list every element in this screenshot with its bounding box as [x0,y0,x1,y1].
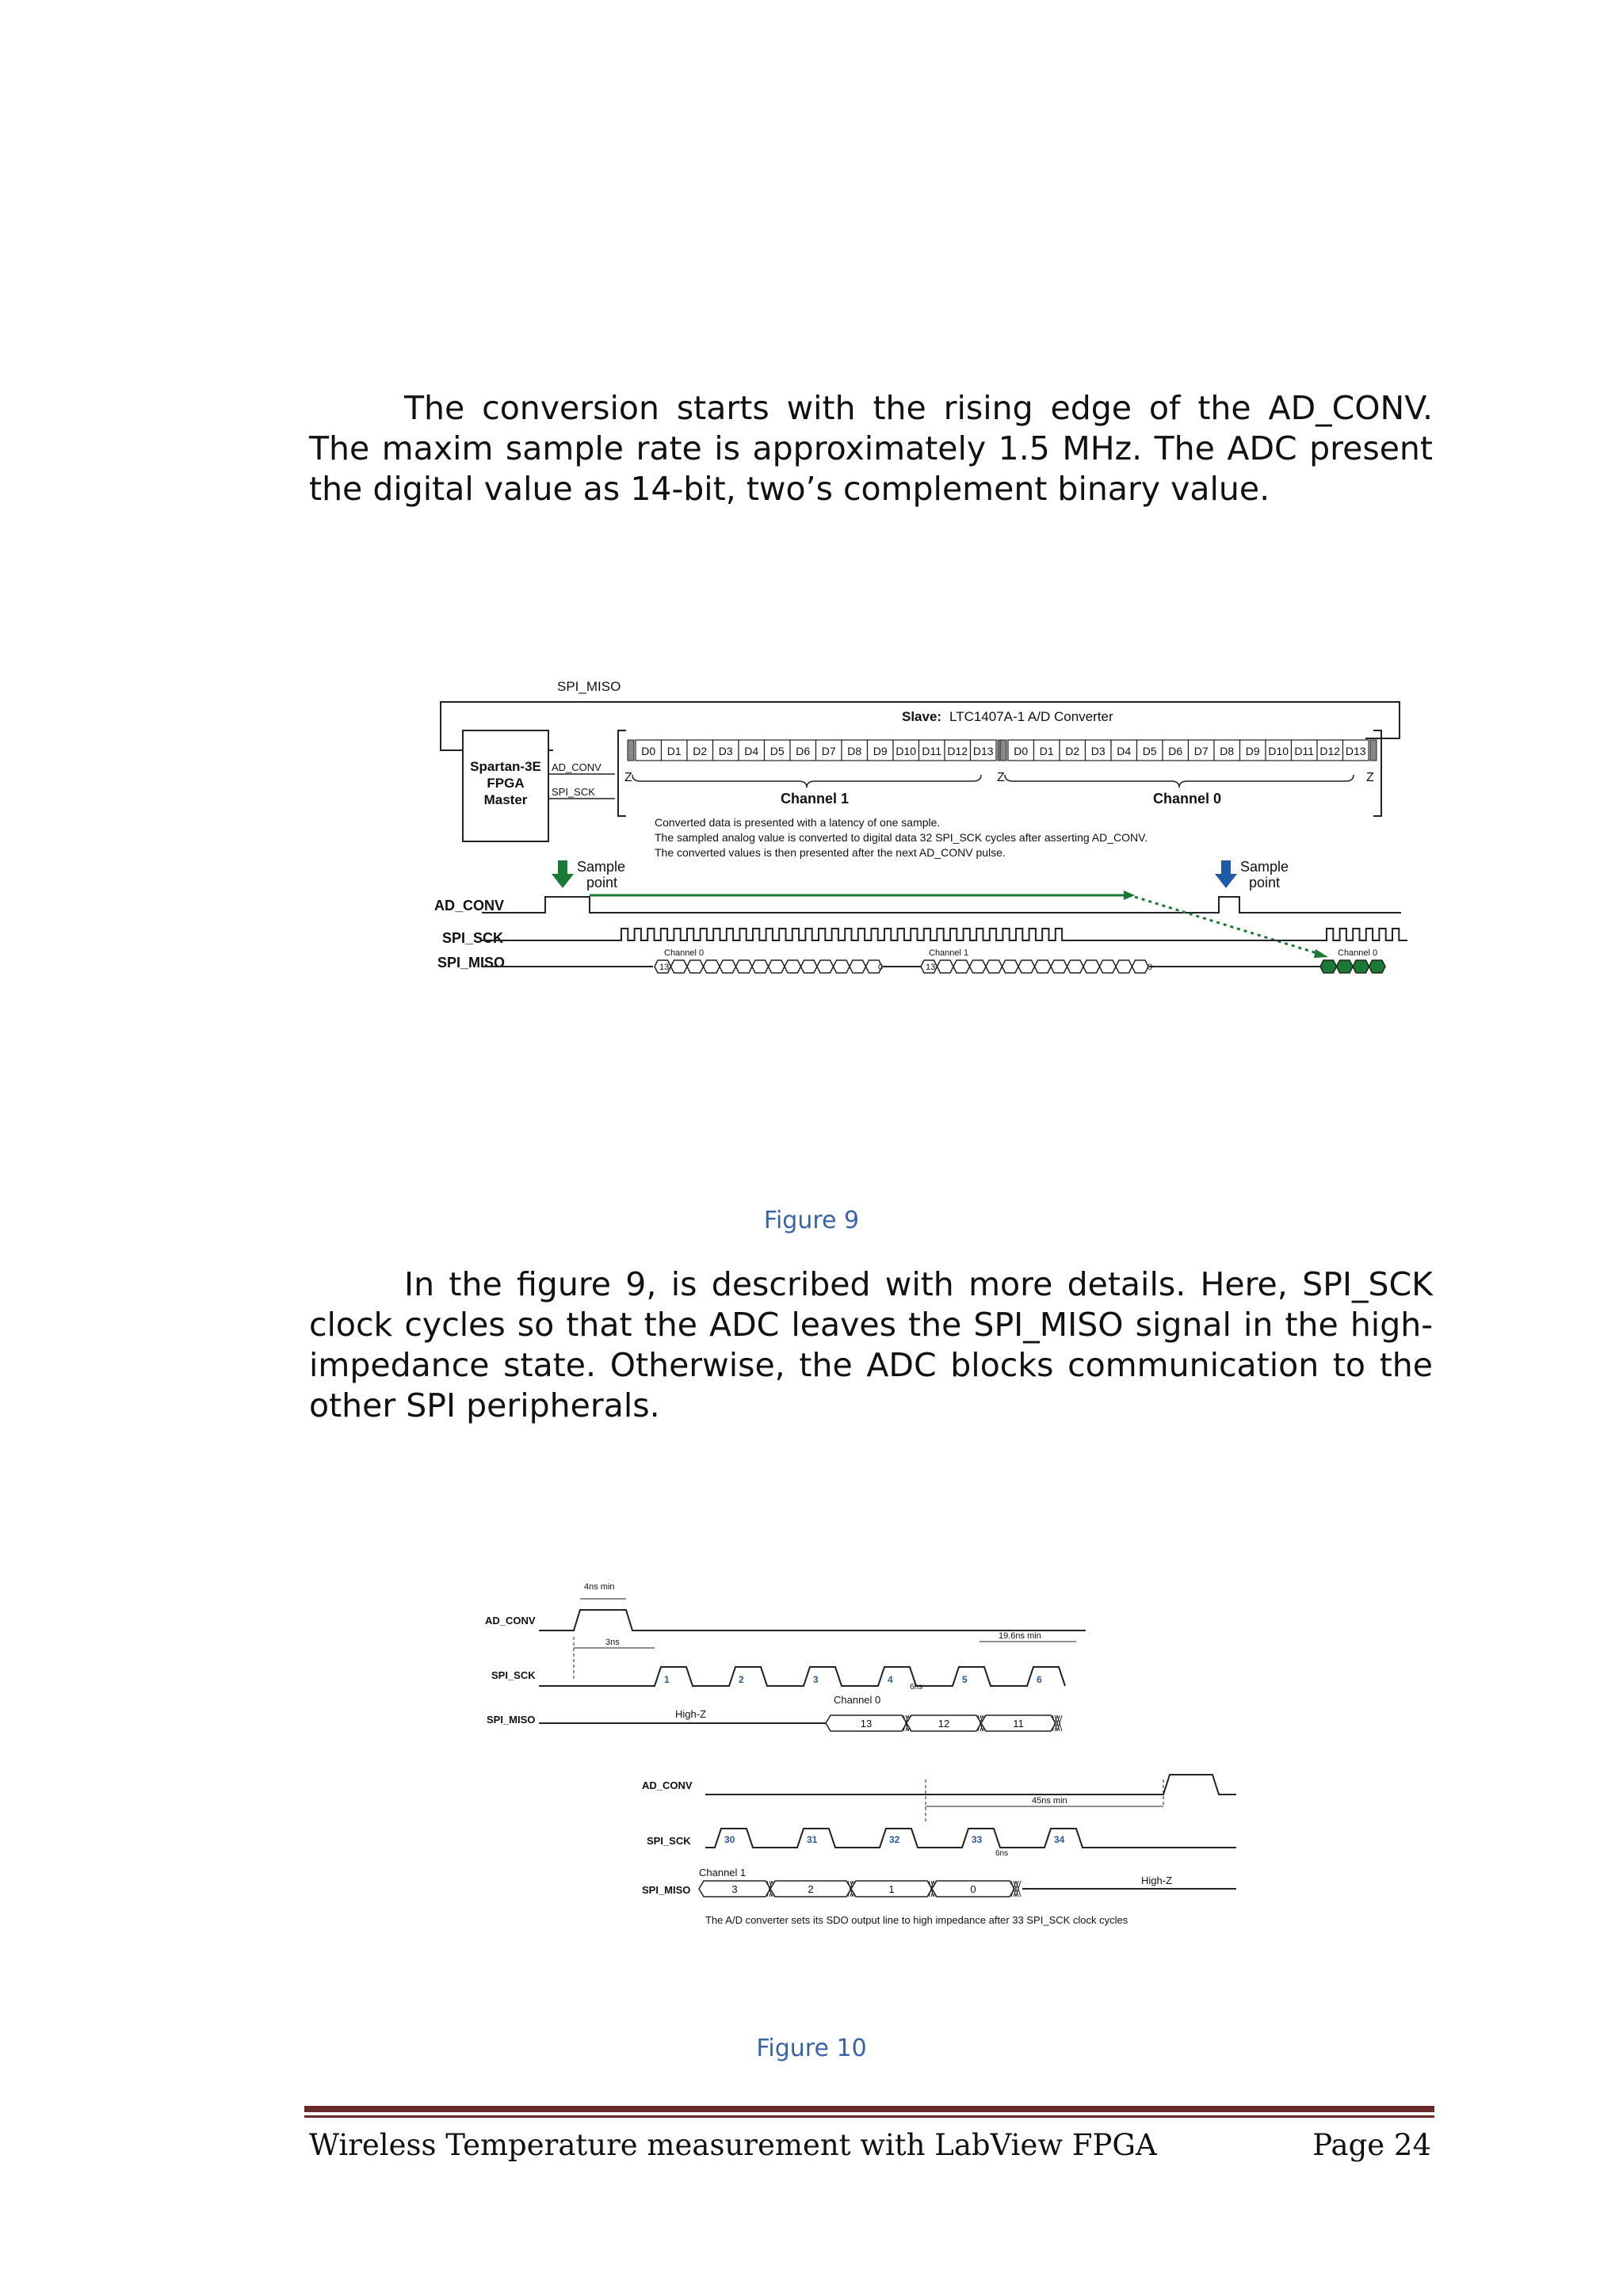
fig10-channel1: Channel 1 [699,1867,747,1878]
fig10-4ns-min: 4ns min [584,1582,615,1592]
fig10-note: The A/D converter sets its SDO output line to high impedance after 33 SPI_SCK clock cycles [705,1914,1128,1926]
sample-point-arrow-icon [1215,860,1237,888]
fig10-clock-number: 5 [962,1674,968,1685]
fig9-bit-label: D9 [873,745,888,757]
fig9-note-line3: The converted values is then presented after the next AD_CONV pulse. [655,846,1006,859]
fig9-miso-bit [1337,960,1354,973]
fig10-miso-value: 3 [731,1883,738,1895]
fig9-bit-label: D6 [1168,745,1183,757]
fig9-channel-1-label: Channel 1 [780,791,850,807]
fig9-note-line2: The sampled analog value is converted to digital data 32 SPI_SCK cycles after asserting AD_CONV. [655,831,1148,844]
fig9-miso-bit [1002,960,1019,973]
fig9-miso-bit [1320,960,1337,973]
fig10-6ns-bottom: 6ns [995,1849,1009,1858]
fig9-z-3: Z [1366,771,1374,784]
fig10-6ns-top: 6ns [910,1683,923,1691]
fig9-miso-bit13-a: 13 [659,963,670,972]
fig9-miso-bit [817,960,834,973]
paragraph-2: In the figure 9, is described with more details. Here, SPI_SCK clock cycles so that the ADC leaves the SPI_MISO signal in the high-impedance state. Otherwise, the ADC blocks communication to the other SPI peripherals. [309,1265,1433,1425]
fig9-bit-label: D12 [947,745,968,757]
fig10-bottom-miso-waveform [699,1881,1021,1897]
fig9-miso-bit [1369,960,1386,973]
fig10-clock-number: 34 [1054,1834,1065,1845]
fig9-miso-bit [1132,960,1149,973]
fig9-miso-bit [1100,960,1117,973]
fig9-miso-bit [704,960,720,973]
fig10-clock-number: 31 [807,1834,818,1845]
figure-10-caption: Figure 10 [756,2035,867,2062]
fig9-bit-label: D2 [1065,745,1080,757]
fig9-bit-label: D9 [1245,745,1260,757]
fig9-bit-label: D7 [821,745,836,757]
fig10-clock-number: 6 [1037,1674,1042,1685]
fig10-clock-number: 2 [739,1674,744,1685]
fig9-bit-label: D4 [744,745,759,757]
fig9-port-ad-conv: AD_CONV [552,761,601,773]
fig10-bottom-sck-waveform [705,1829,1236,1848]
fig10-bottom-spi-sck-label: SPI_SCK [647,1835,691,1847]
fig9-bit-label: D2 [693,745,708,757]
fig9-master-line2: FPGA [487,776,525,791]
fig9-sample-right-1: Sample [1240,859,1289,875]
fig10-clock-number: 4 [888,1674,893,1685]
fig9-bit-label: D11 [922,745,942,757]
fig10-top-spi-miso-label: SPI_MISO [487,1714,536,1726]
fig9-miso-bit [1051,960,1067,973]
fig10-clock-number: 32 [889,1834,900,1845]
fig9-miso-bit [850,960,866,973]
fig9-miso-bit [752,960,769,973]
fig9-bit-label: D1 [666,745,682,757]
fig9-master-line1: Spartan-3E [470,759,541,774]
fig9-miso-channel0: Channel 0 [664,948,705,958]
fig9-bit-label: D3 [718,745,733,757]
fig9-miso-channel1: Channel 1 [929,948,969,958]
fig9-spi-sck-waveform [482,929,1407,940]
fig9-miso-bit0-b: 0 [1148,963,1153,972]
footer-page-number: Page 24 [1312,2128,1431,2162]
fig10-miso-value: 1 [888,1883,895,1895]
fig9-miso-bit [970,960,987,973]
fig9-miso-bit [736,960,753,973]
fig9-miso-bit [1083,960,1100,973]
fig9-bit-label: D4 [1117,745,1132,757]
fig9-bit-label: D5 [769,745,785,757]
fig10-top-sck-waveform [539,1667,1065,1686]
paragraph-1: The conversion starts with the rising edge of the AD_CONV. The maxim sample rate is approximately 1.5 MHz. The ADC present the digital value as 14-bit, two’s complement binary value. [309,389,1433,508]
fig9-miso-bit [720,960,736,973]
fig9-bit-label: D10 [896,745,917,757]
fig9-miso-bit [834,960,850,973]
fig9-bit-label: D0 [1014,745,1029,757]
fig10-miso-value: 11 [1013,1718,1024,1730]
fig10-miso-value: 13 [860,1718,873,1730]
fig9-spi-miso-top-label: SPI_MISO [557,679,621,694]
fig9-sample-left-1: Sample [577,859,626,875]
fig9-miso-bit [785,960,801,973]
fig9-note-line1: Converted data is presented with a latency of one sample. [655,816,941,829]
fig10-top-ad-conv-label: AD_CONV [485,1615,536,1627]
fig10-channel0: Channel 0 [834,1694,881,1706]
fig9-master-line3: Master [483,792,528,807]
fig9-bit-label: D13 [972,745,994,757]
fig9-port-spi-sck: SPI_SCK [552,786,595,798]
fig9-miso-channel0-right: Channel 0 [1338,948,1378,958]
fig9-miso-bit0-a: 0 [878,963,884,972]
fig10-top-miso-waveform [826,1715,1062,1731]
fig10-clock-number: 3 [813,1674,819,1685]
fig9-bit-label: D8 [847,745,862,757]
fig9-bit-row [628,740,1377,761]
fig10-top-spi-sck-label: SPI_SCK [491,1669,536,1681]
fig9-bit-label: D8 [1220,745,1235,757]
fig10-19-6ns-min: 19.6ns min [999,1631,1041,1641]
fig9-miso-bit [687,960,704,973]
fig9-miso-bit [1067,960,1084,973]
fig9-ad-conv-waveform [482,897,1401,913]
fig9-bit-label: D1 [1039,745,1054,757]
fig9-bit-label: D10 [1268,745,1289,757]
fig9-z-2: Z [997,771,1005,784]
fig9-signal-ad-conv: AD_CONV [434,898,505,913]
fig9-z-1: Z [624,771,632,784]
fig10-high-z-bottom: High-Z [1141,1875,1173,1886]
fig9-miso-bit [938,960,954,973]
fig10-clock-number: 1 [664,1674,670,1685]
fig9-miso-bit [769,960,785,973]
fig10-3ns: 3ns [605,1638,620,1647]
fig9-bit-label: D6 [796,745,811,757]
fig9-channel-0-label: Channel 0 [1152,791,1222,807]
footer-title: Wireless Temperature measurement with LabView FPGA [309,2128,1157,2162]
fig9-bit-label: D11 [1294,745,1315,757]
fig9-sample-right-2: point [1249,875,1281,891]
fig9-miso-bit [1018,960,1035,973]
fig9-bit-label: D7 [1193,745,1209,757]
fig9-bit-label: D3 [1090,745,1106,757]
fig10-bottom-ad-conv-label: AD_CONV [642,1779,693,1791]
fig9-miso-bit [1353,960,1369,973]
fig10-45ns-min: 45ns min [1032,1796,1067,1806]
fig9-miso-bit [986,960,1002,973]
fig10-miso-value: 12 [938,1718,950,1730]
fig9-bit-label: D5 [1142,745,1157,757]
fig9-miso-bit13-b: 13 [926,963,936,972]
footer-rule [304,2106,1434,2112]
figure-9-spi-timing-overview [434,673,1407,990]
fig9-sample-left-2: point [586,875,618,891]
fig9-miso-bit [1035,960,1052,973]
fig10-clock-number: 30 [724,1834,735,1845]
figure-10-spi-timing-detail [475,1569,1268,1949]
fig10-miso-value: 2 [808,1883,814,1895]
fig9-signal-spi-miso: SPI_MISO [437,955,506,971]
fig9-bit-label: D13 [1345,745,1366,757]
fig9-signal-spi-sck: SPI_SCK [442,930,504,946]
fig9-miso-bit [953,960,970,973]
fig10-bottom-spi-miso-label: SPI_MISO [642,1884,691,1896]
sample-point-arrow-icon [552,860,574,888]
fig9-slave-label: LTC1407A-1 A/D Converter [949,709,1113,724]
fig9-slave-prefix: Slave: [902,709,942,724]
figure-9-caption: Figure 9 [763,1207,860,1234]
fig10-clock-number: 33 [972,1834,983,1845]
fig9-bit-label: D12 [1319,745,1341,757]
fig10-miso-value: 0 [970,1883,976,1895]
fig9-miso-bit [1116,960,1132,973]
footer-rule-thin [304,2115,1434,2118]
fig9-bit-label: D0 [641,745,656,757]
fig10-high-z-top: High-Z [675,1708,707,1720]
fig9-miso-bit [801,960,818,973]
fig9-miso-bit [671,960,688,973]
